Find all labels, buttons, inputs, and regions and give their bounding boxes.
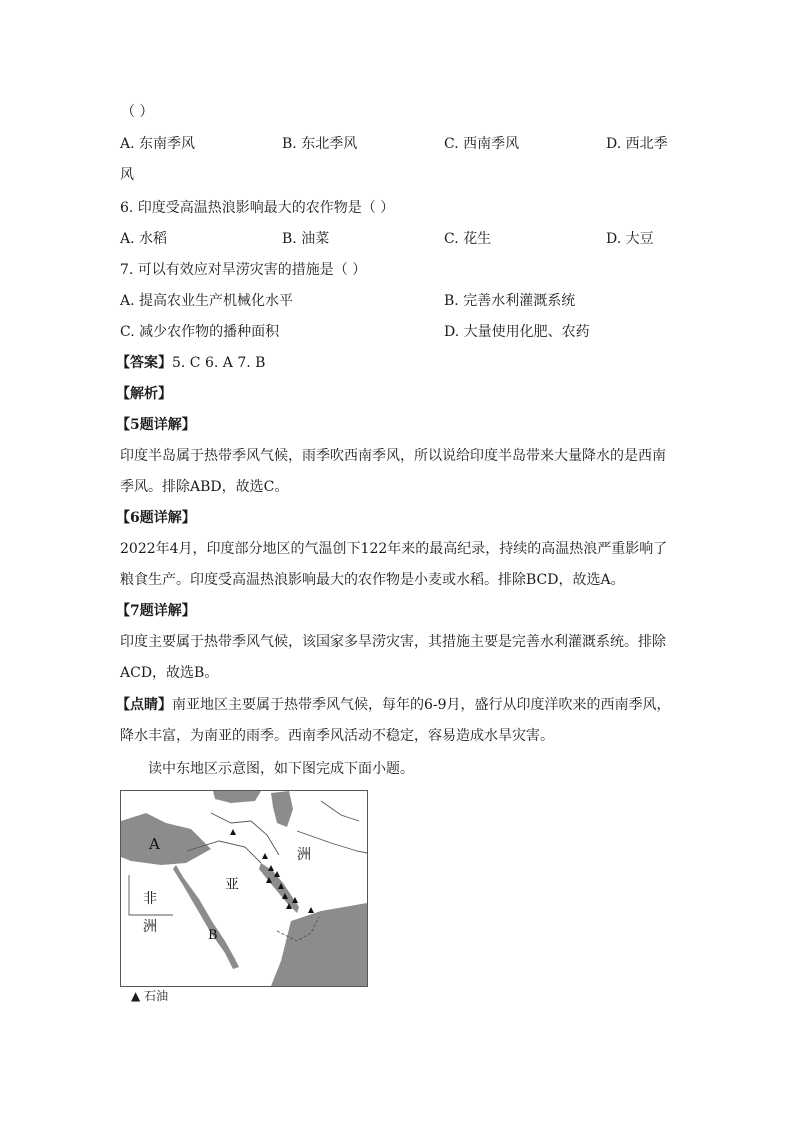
q5-bracket: （ ） bbox=[121, 104, 154, 120]
tip-line2: 降水丰富，为南亚的雨季。西南季风活动不稳定，容易造成水旱灾害。 bbox=[120, 728, 554, 744]
tip-line1 bbox=[116, 695, 671, 715]
q6-option-a[interactable]: A. 水稻 bbox=[120, 231, 168, 247]
mediterranean-sea bbox=[121, 813, 211, 865]
q5-option-b[interactable]: B. 东北季风 bbox=[282, 136, 358, 152]
detail-7-line1: 印度主要属于热带季风气候，该国家多旱涝灾害，其措施主要是完善水利灌溉系统。排除 bbox=[120, 634, 666, 650]
detail-7-line2: ACD，故选B。 bbox=[120, 665, 219, 681]
q5-option-d[interactable]: D. 西北季 bbox=[606, 136, 668, 152]
answer-line bbox=[116, 353, 265, 373]
oil-icon: ▲ bbox=[131, 989, 141, 1003]
q6-option-c[interactable]: C. 花生 bbox=[444, 231, 492, 247]
legend-label: 石油 bbox=[144, 989, 169, 1003]
map-legend bbox=[131, 988, 168, 1004]
map-intro: 读中东地区示意图，如下图完成下面小题。 bbox=[148, 761, 414, 777]
q7-stem: 7. 可以有效应对旱涝灾害的措施是（ ） bbox=[120, 262, 367, 278]
label-a: A bbox=[149, 835, 160, 853]
analysis-tag: 【解析】 bbox=[116, 386, 172, 402]
detail-6-line1: 2022年4月，印度部分地区的气温创下122年来的最高纪录，持续的高温热浪严重影响了 bbox=[120, 541, 668, 557]
detail-7-tag: 【7题详解】 bbox=[116, 603, 196, 619]
q5-option-d-wrap: 风 bbox=[120, 167, 134, 183]
q6-stem: 6. 印度受高温热浪影响最大的农作物是（ ） bbox=[120, 200, 395, 216]
q5-option-a[interactable]: A. 东南季风 bbox=[120, 136, 196, 152]
caspian-sea bbox=[271, 791, 293, 827]
q5-option-c[interactable]: C. 西南季风 bbox=[444, 136, 520, 152]
detail-6-line2: 粮食生产。印度受高温热浪影响最大的农作物是小麦或水稻。排除BCD，故选A。 bbox=[120, 572, 625, 588]
detail-6-tag: 【6题详解】 bbox=[116, 510, 196, 526]
map-graphic bbox=[121, 791, 367, 986]
oil-markers bbox=[230, 829, 314, 913]
tip-text-1: 南亚地区主要属于热带季风气候，每年的6-9月，盛行从印度洋吹来的西南季风， bbox=[172, 697, 671, 713]
q7-option-c[interactable]: C. 减少农作物的播种面积 bbox=[120, 324, 280, 340]
label-asia-2: 洲 bbox=[297, 847, 311, 863]
q6-option-d[interactable]: D. 大豆 bbox=[606, 231, 654, 247]
q7-option-d[interactable]: D. 大量使用化肥、农药 bbox=[444, 324, 590, 340]
answer-tag: 【答案】 bbox=[116, 355, 172, 371]
black-sea bbox=[213, 791, 261, 803]
tip-tag: 【点睛】 bbox=[116, 697, 172, 713]
middle-east-map bbox=[120, 790, 368, 987]
q6-option-b[interactable]: B. 油菜 bbox=[282, 231, 330, 247]
label-asia-1: 亚 bbox=[225, 877, 239, 893]
detail-5-tag: 【5题详解】 bbox=[116, 417, 196, 433]
q7-option-a[interactable]: A. 提高农业生产机械化水平 bbox=[120, 293, 294, 309]
detail-5-line1: 印度半岛属于热带季风气候，雨季吹西南季风，所以说给印度半岛带来大量降水的是西南 bbox=[120, 448, 666, 464]
q7-option-b[interactable]: B. 完善水利灌溉系统 bbox=[444, 293, 576, 309]
label-africa-2: 洲 bbox=[143, 919, 157, 935]
arabian-sea bbox=[271, 903, 367, 986]
label-africa-1: 非 bbox=[143, 891, 157, 907]
answer-text: 5. C 6. A 7. B bbox=[172, 355, 266, 371]
label-b: B bbox=[208, 928, 218, 943]
detail-5-line2: 季风。排除ABD，故选C。 bbox=[120, 479, 289, 495]
